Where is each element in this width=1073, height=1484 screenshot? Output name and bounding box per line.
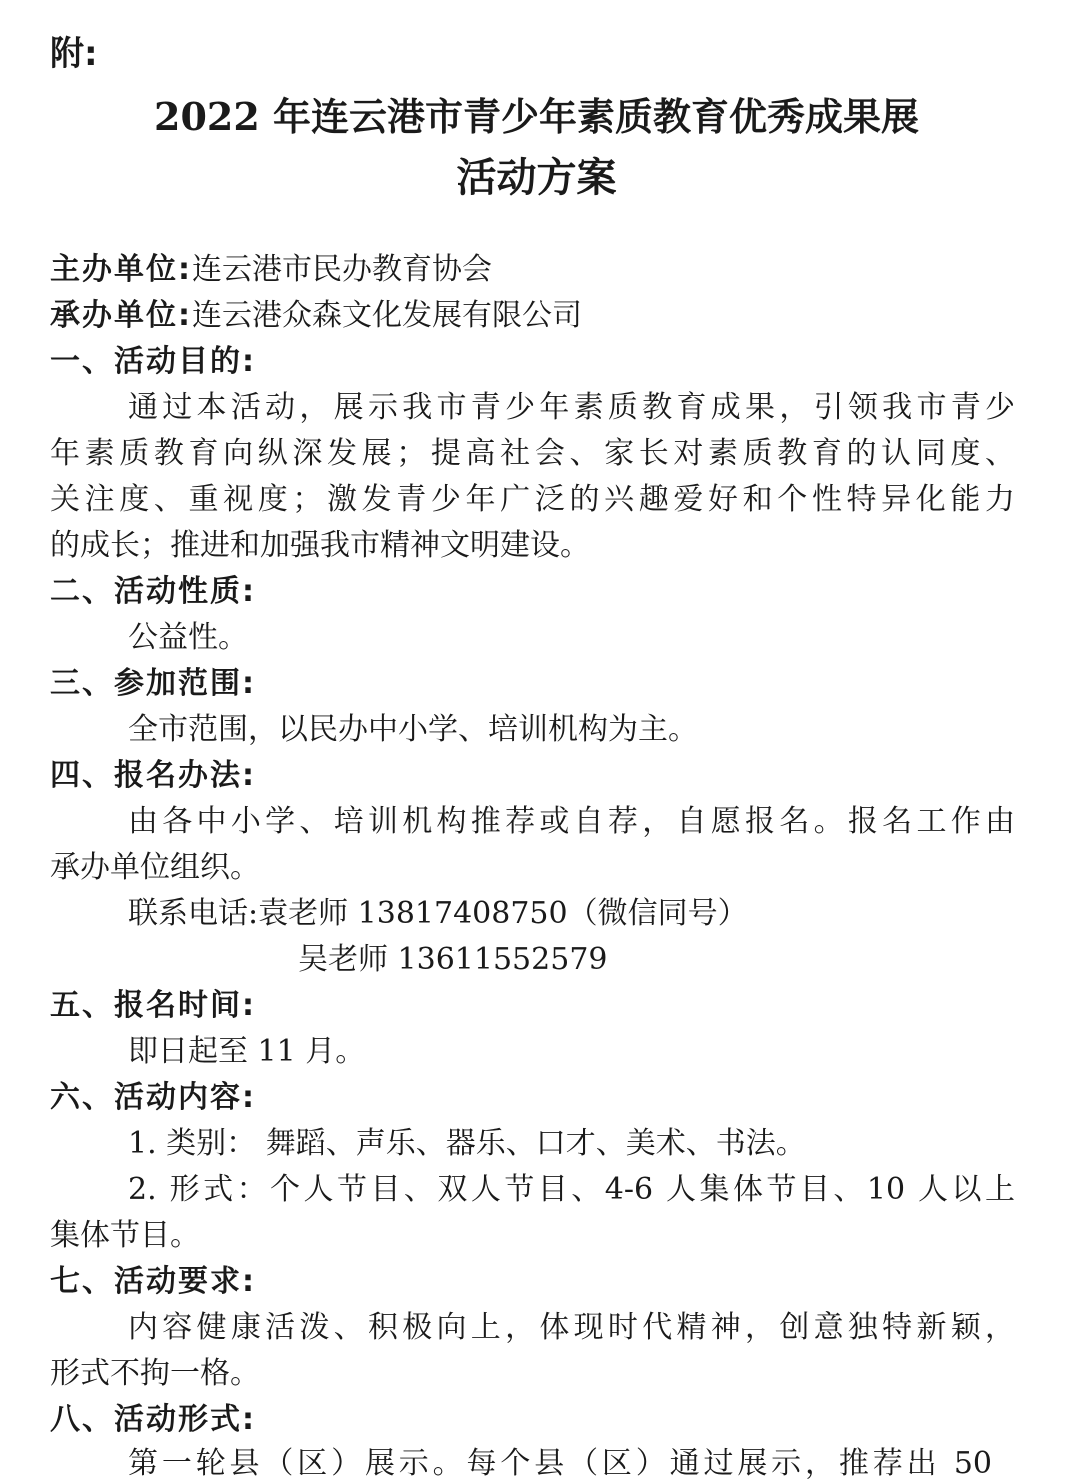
section-6-item-2-cont: 集体节目。 [50, 1218, 200, 1253]
section-7-line: 内容健康活泼、积极向上，体现时代精神，创意独特新颖， [128, 1310, 1015, 1345]
section-4-line: 承办单位组织。 [50, 850, 260, 885]
section-1-line: 关注度、重视度；激发青少年广泛的兴趣爱好和个性特异化能力 [50, 482, 1015, 517]
section-5-heading: 五、报名时间: [50, 988, 256, 1023]
document-subtitle: 活动方案 [456, 154, 617, 201]
section-6-item-2: 2. 形式：个人节目、双人节目、4-6 人集体节目、10 人以上 [128, 1172, 1015, 1207]
section-1-line: 的成长；推进和加强我市精神文明建设。 [50, 528, 590, 563]
contact-label: 联系电话: [128, 896, 259, 931]
section-3-heading: 三、参加范围: [50, 666, 256, 701]
organizer-row [50, 296, 582, 336]
host-label: 主办单位: [50, 252, 192, 287]
contact-2: 吴老师 13611552579 [298, 942, 608, 977]
section-6-item-1: 1. 类别： 舞蹈、声乐、器乐、口才、美术、书法。 [128, 1126, 806, 1161]
section-8-line: 第一轮县（区）展示。每个县（区）通过展示，推荐出 50 [128, 1446, 992, 1481]
section-8-heading: 八、活动形式: [50, 1402, 256, 1437]
section-5-text: 即日起至 11 月。 [128, 1034, 366, 1069]
section-7-heading: 七、活动要求: [50, 1264, 256, 1299]
organizer-value: 连云港众森文化发展有限公司 [192, 298, 582, 333]
contact-row [128, 894, 748, 934]
section-7-line: 形式不拘一格。 [50, 1356, 260, 1391]
section-4-line: 由各中小学、培训机构推荐或自荐，自愿报名。报名工作由 [128, 804, 1015, 839]
section-2-text: 公益性。 [128, 620, 248, 655]
attachment-label: 附: [50, 34, 98, 74]
section-2-heading: 二、活动性质: [50, 574, 256, 609]
section-1-heading: 一、活动目的: [50, 344, 256, 379]
document-title: 2022 年连云港市青少年素质教育优秀成果展 [154, 94, 919, 139]
host-row [50, 250, 492, 290]
section-6-heading: 六、活动内容: [50, 1080, 256, 1115]
section-3-text: 全市范围，以民办中小学、培训机构为主。 [128, 712, 698, 747]
host-value: 连云港市民办教育协会 [192, 252, 492, 287]
section-4-heading: 四、报名办法: [50, 758, 256, 793]
contact-1: 袁老师 13817408750（微信同号） [258, 896, 748, 931]
section-1-line: 通过本活动，展示我市青少年素质教育成果，引领我市青少 [128, 390, 1015, 425]
organizer-label: 承办单位: [50, 298, 192, 333]
section-1-line: 年素质教育向纵深发展；提高社会、家长对素质教育的认同度、 [50, 436, 1015, 471]
